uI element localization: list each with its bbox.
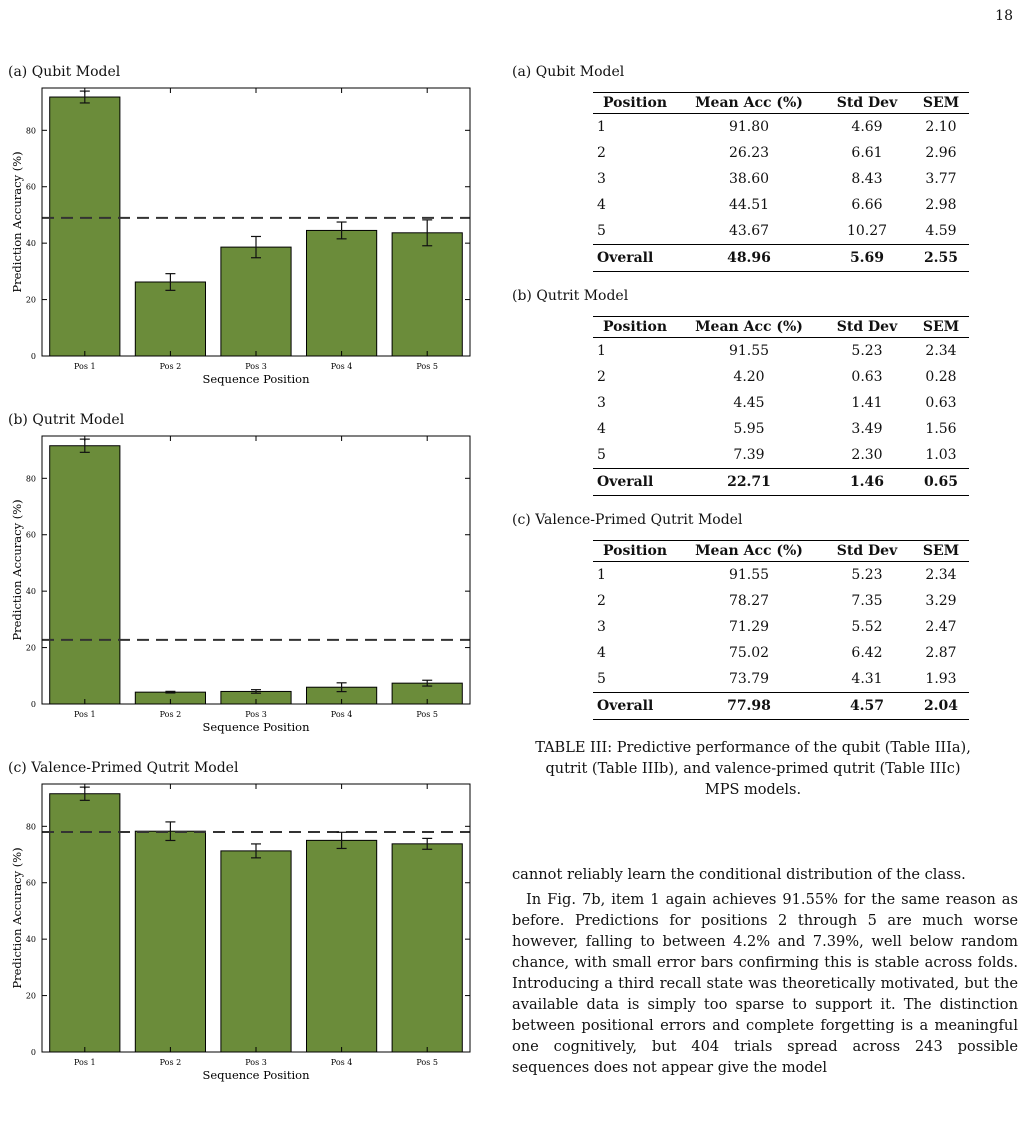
table-header-row (593, 93, 969, 114)
column-header: Std Dev (821, 541, 913, 562)
table-row (593, 640, 969, 666)
table-cell: 6.66 (851, 197, 883, 213)
table-cell: Overall (593, 693, 677, 720)
y-tick-label: 40 (25, 935, 36, 945)
table-cell: 5 (597, 223, 606, 239)
column-header: Mean Acc (%) (677, 317, 821, 338)
column-header: SEM (913, 541, 969, 562)
x-tick-label: Pos 3 (245, 710, 267, 719)
y-tick-label: 20 (25, 991, 36, 1001)
x-tick-label: Pos 3 (245, 1058, 267, 1067)
figure-panel-a-caption: (a) Qubit Model (8, 64, 121, 80)
table-cell: 0.65 (913, 469, 969, 496)
table-cell: 2 (597, 369, 606, 385)
table-cell: 1.46 (821, 469, 913, 496)
figure-panel-c-caption: (c) Valence-Primed Qutrit Model (8, 760, 239, 776)
column-header: SEM (913, 317, 969, 338)
bar (135, 282, 205, 356)
table-cell: 4.69 (851, 119, 883, 135)
y-tick-label: 0 (30, 700, 36, 709)
bar (50, 97, 120, 356)
table-cell: 2.96 (925, 145, 957, 161)
body-paragraph: cannot reliably learn the conditional distribution of the class. (512, 866, 966, 883)
x-tick-label: Pos 5 (416, 1058, 439, 1067)
table-cell: 7.39 (733, 447, 765, 463)
column-header: Position (593, 541, 677, 562)
y-tick-label: 40 (25, 587, 36, 597)
table-row (593, 338, 969, 365)
column-header: Position (593, 93, 677, 114)
table-cell: 2.34 (925, 567, 957, 583)
table-cell: 5.23 (851, 567, 883, 583)
table-overall-row (593, 469, 969, 496)
table-row (593, 442, 969, 469)
table-row (593, 588, 969, 614)
table-cell: 3.77 (925, 171, 957, 187)
table-cell: 4 (597, 421, 606, 437)
table-cell: 48.96 (677, 245, 821, 272)
table-cell: 10.27 (846, 223, 888, 239)
x-tick-label: Pos 4 (330, 710, 353, 719)
table-cell: 5 (597, 671, 606, 687)
table-cell: 1.56 (925, 421, 957, 437)
table-cell: 2.98 (925, 197, 957, 213)
x-axis-label: Sequence Position (202, 372, 310, 386)
table-cell: 75.02 (728, 645, 770, 661)
table-cell: 5.69 (821, 245, 913, 272)
table-cell: 2.04 (913, 693, 969, 720)
table-row (593, 140, 969, 166)
table-header-row (593, 541, 969, 562)
table-row (593, 562, 969, 589)
y-axis-label: Prediction Accuracy (%) (10, 151, 24, 293)
column-header: Std Dev (821, 93, 913, 114)
x-tick-label: Pos 2 (159, 710, 182, 719)
table-cell: 5.95 (733, 421, 765, 437)
table-cell: 1 (597, 119, 606, 135)
table-cell: 78.27 (728, 593, 770, 609)
table-cell: 77.98 (677, 693, 821, 720)
table-cell: 1.93 (925, 671, 957, 687)
table-row (593, 614, 969, 640)
table-cell: 1.41 (851, 395, 883, 411)
table-header-row (593, 317, 969, 338)
table-b-container (593, 316, 969, 496)
x-axis-label: Sequence Position (202, 1068, 310, 1082)
bar (221, 247, 291, 356)
table-cell: 4.31 (851, 671, 883, 687)
x-axis-label: Sequence Position (202, 720, 310, 734)
column-header: Mean Acc (%) (677, 541, 821, 562)
table-cell: 6.61 (851, 145, 883, 161)
y-tick-label: 80 (25, 126, 36, 136)
table-cell: 2.87 (925, 645, 957, 661)
x-tick-label: Pos 1 (73, 1058, 96, 1067)
y-tick-label: 60 (25, 182, 36, 192)
table-b-caption: (b) Qutrit Model (512, 288, 629, 304)
table-cell: 6.42 (851, 645, 883, 661)
y-tick-label: 40 (25, 239, 36, 249)
table-cell: 3 (597, 395, 606, 411)
table-row (593, 416, 969, 442)
y-axis-label: Prediction Accuracy (%) (10, 847, 24, 989)
table-cell: 2.55 (913, 245, 969, 272)
x-tick-label: Pos 1 (73, 362, 96, 371)
table-cell: 91.55 (728, 567, 770, 583)
table-cell: 2.10 (925, 119, 957, 135)
bar (221, 851, 291, 1052)
table-cell: 4.59 (925, 223, 957, 239)
y-tick-label: 60 (25, 878, 36, 888)
y-tick-label: 20 (25, 295, 36, 305)
table-cell: 3 (597, 619, 606, 635)
x-tick-label: Pos 3 (245, 362, 267, 371)
table-cell: Overall (593, 469, 677, 496)
table-row (593, 166, 969, 192)
table-row (593, 218, 969, 245)
table-cell: 0.63 (925, 395, 957, 411)
bar (135, 831, 205, 1052)
figure-panel-b-caption: (b) Qutrit Model (8, 412, 125, 428)
table-cell: 4 (597, 197, 606, 213)
table-cell: 5 (597, 447, 606, 463)
table-row (593, 192, 969, 218)
table-a-caption: (a) Qubit Model (512, 64, 625, 80)
table-caption: TABLE III: Predictive performance of the qubit (Table IIIa), qutrit (Table IIIb), and valence-primed qutrit (Table IIIc) MPS models. (535, 740, 971, 798)
table-cell: 44.51 (728, 197, 770, 213)
table-cell: 38.60 (728, 171, 770, 187)
bar (392, 233, 462, 356)
table-cell: 4.45 (733, 395, 765, 411)
error-bar-group (80, 439, 432, 693)
table-row (593, 390, 969, 416)
table-cell: 22.71 (677, 469, 821, 496)
table-cell: 2.34 (925, 343, 957, 359)
table-row (593, 114, 969, 141)
table-cell: 73.79 (728, 671, 770, 687)
body-text (512, 864, 1018, 1126)
table-cell: 1 (597, 343, 606, 359)
y-tick-label: 80 (25, 474, 36, 484)
table-cell: 3.49 (851, 421, 883, 437)
y-tick-label: 80 (25, 822, 36, 832)
table-row (593, 666, 969, 693)
table-cell: 3 (597, 171, 606, 187)
table-overall-row (593, 693, 969, 720)
x-tick-label: Pos 1 (73, 710, 96, 719)
x-tick-label: Pos 4 (330, 1058, 353, 1067)
table-cell: 2.30 (851, 447, 883, 463)
table-qutrit (593, 316, 969, 496)
table-cell: 71.29 (728, 619, 770, 635)
body-paragraph: In Fig. 7b, item 1 again achieves 91.55% for the same reason as before. Predictions for positions 2 through 5 are much worse however, falling to between 4.2% and 7.39%, well below random chance, with small error bars confirming this is stable across folds. Introducing a third recall state was theoretically motivated, but the available data is simply too sparse to support it. The distinction between positional errors and complete forgetting is a meaningful one cognitively, but 404 trials spread across 243 possible sequences does not appear give the model (512, 891, 1018, 1076)
table-cell: 5.23 (851, 343, 883, 359)
bar-chart-valence-primed-qutrit (0, 782, 480, 1084)
bar (392, 844, 462, 1052)
table-valence-primed-qutrit (593, 540, 969, 720)
column-header: SEM (913, 93, 969, 114)
y-tick-label: 0 (30, 352, 36, 361)
table-cell: 91.80 (728, 119, 770, 135)
x-tick-label: Pos 5 (416, 362, 439, 371)
column-header: Std Dev (821, 317, 913, 338)
page-number: 18 (995, 8, 1013, 24)
y-axis-label: Prediction Accuracy (%) (10, 499, 24, 641)
table-cell: 5.52 (851, 619, 883, 635)
table-c-container (593, 540, 969, 720)
bar (307, 840, 377, 1052)
table-overall-row (593, 245, 969, 272)
table-cell: 0.63 (851, 369, 883, 385)
bar-chart-qutrit (0, 434, 480, 736)
column-header: Mean Acc (%) (677, 93, 821, 114)
table-row (593, 364, 969, 390)
table-cell: 3.29 (925, 593, 957, 609)
table-qubit (593, 92, 969, 272)
bar-chart-qubit (0, 86, 480, 388)
y-tick-label: 60 (25, 530, 36, 540)
x-tick-label: Pos 2 (159, 1058, 182, 1067)
table-cell: 2 (597, 593, 606, 609)
x-tick-label: Pos 2 (159, 362, 182, 371)
bar (307, 230, 377, 356)
table-cell: 0.28 (925, 369, 957, 385)
table-cell: 4 (597, 645, 606, 661)
table-a-container (593, 92, 969, 272)
table-cell: 91.55 (728, 343, 770, 359)
table-cell: 7.35 (851, 593, 883, 609)
y-tick-label: 0 (30, 1048, 36, 1057)
table-cell: 43.67 (728, 223, 770, 239)
table-cell: 1 (597, 567, 606, 583)
table-cell: 4.57 (821, 693, 913, 720)
x-tick-label: Pos 5 (416, 710, 439, 719)
table-c-caption: (c) Valence-Primed Qutrit Model (512, 512, 743, 528)
table-cell: 2.47 (925, 619, 957, 635)
table-cell: 8.43 (851, 171, 883, 187)
table-cell: 4.20 (733, 369, 765, 385)
error-bar-group (80, 787, 432, 858)
table-cell: 2 (597, 145, 606, 161)
column-header: Position (593, 317, 677, 338)
table-cell: 26.23 (728, 145, 770, 161)
y-tick-label: 20 (25, 643, 36, 653)
table-cell: 1.03 (925, 447, 957, 463)
table-cell: Overall (593, 245, 677, 272)
bar (50, 446, 120, 704)
x-tick-label: Pos 4 (330, 362, 353, 371)
